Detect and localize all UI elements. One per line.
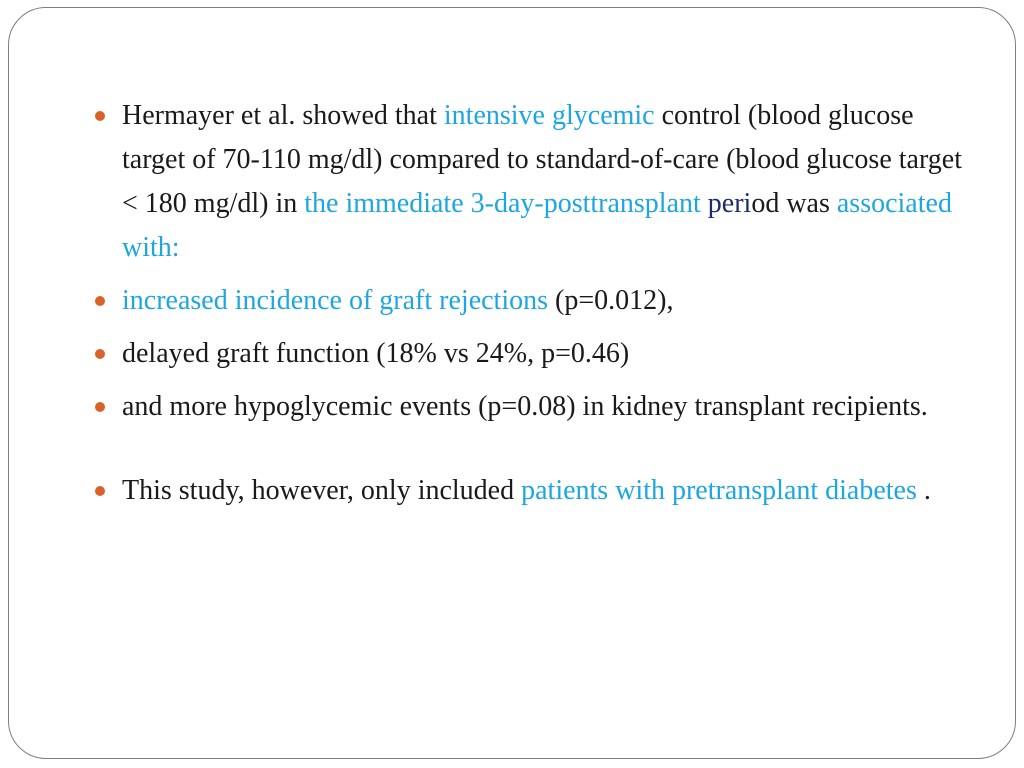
slide <box>8 7 1016 759</box>
text-segment: control (blood glucose target of 70-110 mg/dl) compared to standard-of-care (blood glucose target < 180 mg/dl) in <box>122 100 962 219</box>
bullet-study-summary <box>122 94 982 270</box>
text-segment: (p=0.012), <box>548 285 674 316</box>
text-segment: od was <box>751 188 837 219</box>
text-segment: and more hypoglycemic events (p=0.08) in kidney transplant recipients. <box>122 391 928 422</box>
text-segment: . <box>916 475 931 506</box>
bullet-dot-icon <box>95 486 105 496</box>
text-segment <box>701 188 708 219</box>
highlight-pretransplant-diabetes: patients with pretransplant diabetes <box>521 475 917 506</box>
text-segment-dark: peri <box>707 188 752 219</box>
bullet-graft-rejections <box>122 279 982 323</box>
text-segment: delayed graft function (18% vs 24%, p=0.46) <box>122 338 630 369</box>
bullet-dot-icon <box>95 296 105 306</box>
highlight-graft-rejections: increased incidence of graft rejections <box>122 285 549 316</box>
bullet-study-limitation <box>122 469 982 513</box>
highlight-intensive-glycemic: intensive glycemic <box>443 100 655 131</box>
bullet-dot-icon <box>95 349 105 359</box>
bullet-list <box>122 94 982 522</box>
text-segment: This study, however, only included <box>122 475 522 506</box>
bullet-delayed-graft-function <box>122 332 982 376</box>
highlight-posttransplant-period: the immediate 3-day-posttransplant <box>304 188 701 219</box>
bullet-dot-icon <box>95 402 105 412</box>
bullet-dot-icon <box>95 111 105 121</box>
text-segment: Hermayer et al. showed that <box>122 100 444 131</box>
bullet-hypoglycemic-events <box>122 385 982 429</box>
highlight-associated-with: associated with: <box>122 188 952 263</box>
